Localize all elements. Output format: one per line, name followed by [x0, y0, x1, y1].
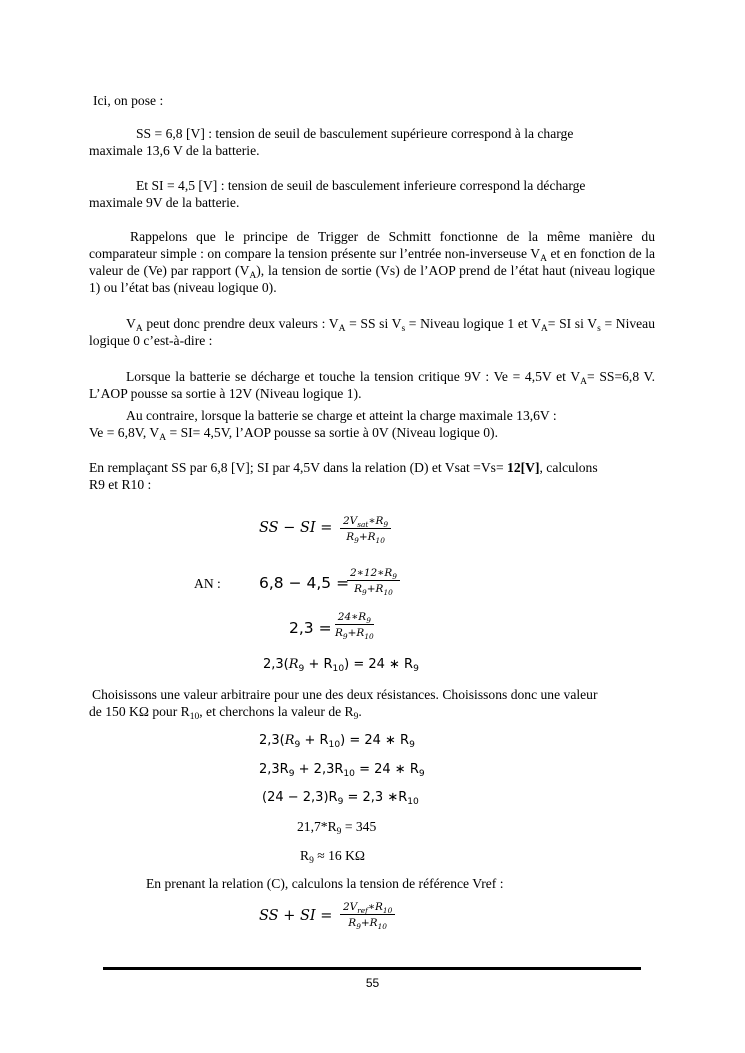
charge-paragraph: Au contraire, lorsque la batterie se charge et atteint la charge maximale 13,6V : — [126, 408, 557, 423]
eq3-fraction: $\frac{24∗R_9}{R_9+R_{10}}$ — [335, 611, 374, 641]
vref-paragraph: En prenant la relation (C), calculons la tension de référence Vref : — [146, 876, 504, 891]
si-definition: Et SI = 4,5 [V] : tension de seuil de basculement inferieure correspond la décharge — [136, 178, 586, 193]
footer-rule — [103, 967, 641, 970]
an-label: AN : — [194, 576, 221, 591]
eq4: $2,3(R_9 + R_{10}) = 24$ ∗ $R_9$ — [263, 657, 419, 674]
eq1-lhs: SS − SI = — [259, 520, 333, 536]
substitution-paragraph-cont: R9 et R10 : — [89, 477, 152, 492]
choice-paragraph: Choisissons une valeur arbitraire pour une des deux résistances. Choisissons donc une valeur — [92, 687, 598, 702]
choice-paragraph-cont: de 150 KΩ pour $R_{10}$, et cherchons la valeur de $R_9$. — [89, 704, 362, 722]
si-definition-cont: maximale 9V de la batterie. — [89, 195, 240, 210]
charge-paragraph-cont: Ve = 6,8V, $V_A = SI= 4,5V$, l’AOP pousse sa sortie à 0V (Niveau logique 0). — [89, 425, 498, 443]
eq8: $21,7*R_9 = 345$ — [297, 819, 377, 837]
eq2-lhs: 6,8 − 4,5 = — [259, 574, 350, 592]
eq6: $2,3R_9 + 2,3R_{10} = 24$ ∗ $R_9$ — [259, 762, 425, 779]
discharge-paragraph: Lorsque la batterie se décharge et touche la tension critique 9V : Ve = 4,5V et $V_A= SS=6,8$ V. L’AOP pousse sa sortie à 12V (Niveau logique 1). — [89, 369, 655, 401]
eq3-lhs: 2,3 = — [289, 619, 332, 637]
eq5: $2,3(R_9 + R_{10}) = 24$ ∗ $R_9$ — [259, 733, 415, 750]
eq7: $(24 - 2,3)R_9 = 2,3$ $∗R_{10}$ — [262, 790, 419, 807]
va-values-paragraph: $V_A$ peut donc prendre deux valeurs : $V_A$ = SS si $V_s$ = Niveau logique 1 et $V_A=$ SI si $V_s$ = Niveau logique 0 c’est-à-dire : — [89, 316, 656, 348]
ss-definition: SS = 6,8 [V] : tension de seuil de basculement supérieure correspond à la charge — [136, 126, 574, 141]
eq10-fraction: $2V_{ref}∗R_{10}$ $R_9+R_{10}$ — [340, 901, 395, 929]
eq9-result: $R_9 \approx 16$ KΩ — [300, 848, 366, 866]
intro-text: Ici, on pose : — [93, 93, 164, 108]
substitution-paragraph: En remplaçant SS par 6,8 [V]; SI par 4,5V dans la relation (D) et Vsat =Vs= 12[V], calculons — [89, 460, 598, 475]
schmitt-trigger-paragraph: Rappelons que le principe de Trigger de Schmitt fonctionne de la même manière du comparateur simple : on compare la tension présente sur l’entrée non-inverseuse $V_A$ et en fonction de la valeur de (Ve) par rapport $(V_A)$, la tension de sortie (Vs) de l’AOP prend de l’état haut (niveau logique 1) ou l’état bas (niveau logique 0). — [89, 229, 656, 295]
eq2-fraction: $\frac{2∗12∗R_9}{R_9+R_{10}}$ — [347, 567, 400, 595]
ss-definition-cont: maximale 13,6 V de la batterie. — [89, 143, 260, 158]
page-number: 55 — [365, 976, 380, 990]
eq10-lhs: SS + SI = — [259, 908, 333, 924]
eq1-fraction: $2V_{sat}∗R_9$ $R_9+R_{10}$ — [340, 515, 391, 543]
